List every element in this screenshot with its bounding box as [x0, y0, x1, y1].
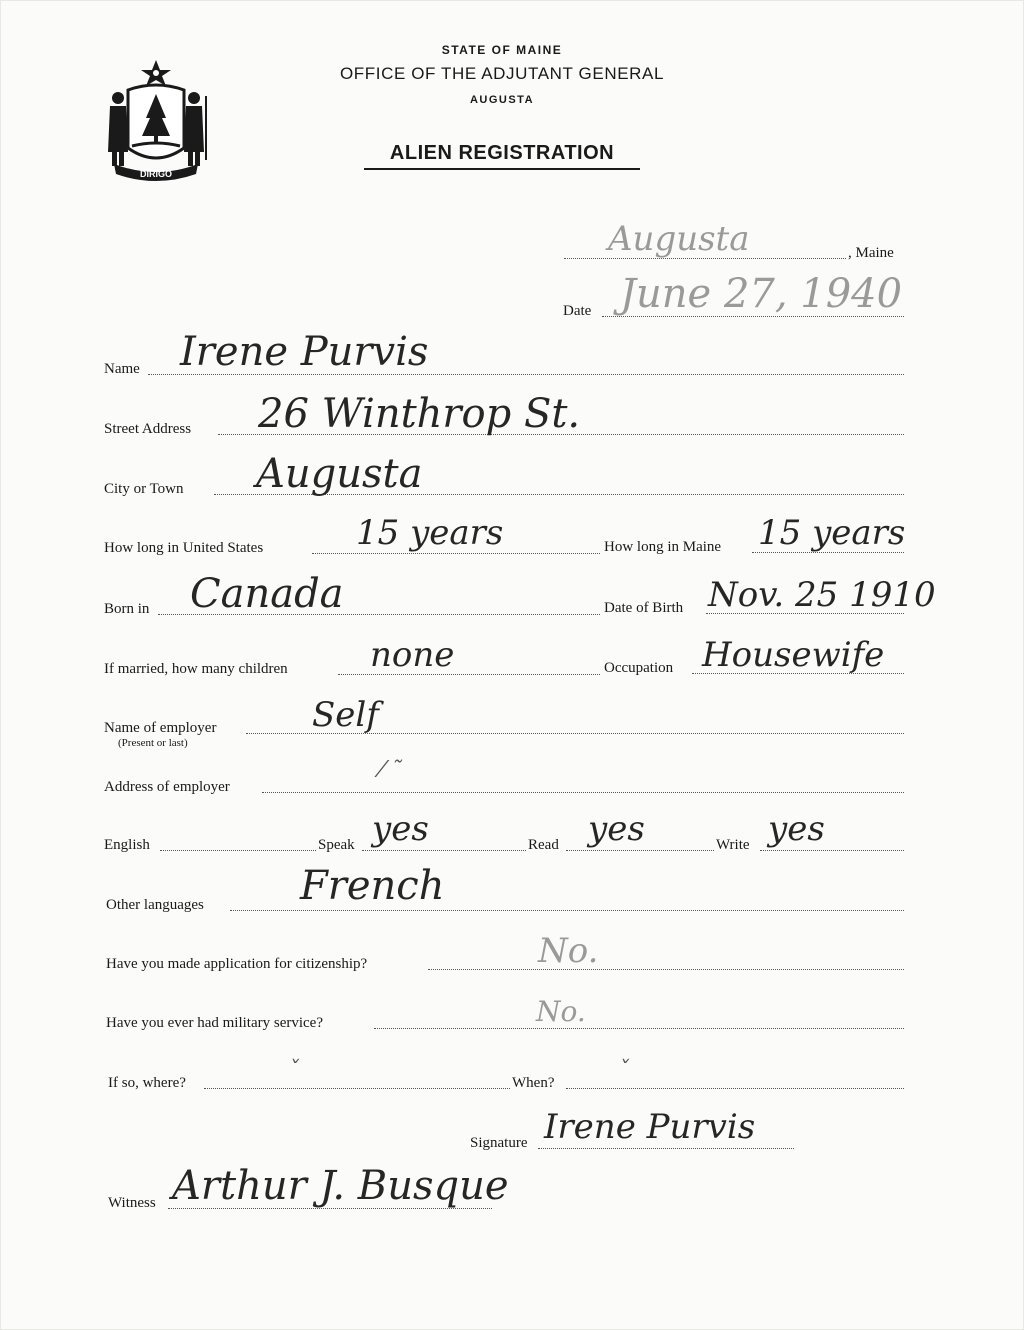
where-line	[204, 1088, 510, 1089]
english-label: English	[104, 837, 150, 853]
how-long-us-label: How long in United States	[104, 540, 264, 556]
write-label: Write	[716, 837, 750, 853]
english-line	[160, 850, 316, 851]
speak-line	[362, 850, 526, 851]
read-line	[566, 850, 714, 851]
maine-label: , Maine	[848, 245, 894, 261]
city-value: Augusta	[256, 451, 423, 497]
when-line	[566, 1088, 904, 1089]
other-languages-label: Other languages	[106, 897, 204, 913]
speak-value: yes	[372, 809, 429, 849]
write-value: yes	[768, 809, 825, 849]
citizenship-value: No.	[538, 931, 599, 971]
name-label: Name	[104, 361, 140, 377]
date-value: June 27, 1940	[620, 271, 903, 317]
when-dash-icon: ˇ	[618, 1058, 629, 1083]
date-of-birth-value: Nov. 25 1910	[708, 575, 936, 615]
witness-value: Arthur J. Busque	[172, 1163, 509, 1209]
employer-note: (Present or last)	[118, 737, 188, 749]
office-heading: OFFICE OF THE ADJUTANT GENERAL	[339, 64, 665, 83]
employer-label: Name of employer	[104, 720, 217, 736]
how-long-us-line	[312, 553, 600, 554]
read-value: yes	[588, 809, 645, 849]
other-languages-value: French	[300, 863, 445, 909]
how-long-us-value: 15 years	[356, 513, 504, 553]
how-long-maine-value: 15 years	[758, 513, 906, 553]
city-label: City or Town	[104, 481, 184, 497]
speak-label: Speak	[318, 837, 355, 853]
write-line	[760, 850, 904, 851]
date-label: Date	[563, 303, 592, 319]
where-label: If so, where?	[108, 1075, 186, 1091]
military-value: No.	[536, 995, 586, 1028]
employer-value: Self	[312, 695, 379, 735]
children-label: If married, how many children	[104, 661, 288, 677]
read-label: Read	[528, 837, 559, 853]
how-long-maine-label: How long in Maine	[604, 539, 722, 555]
svg-text:DIRIGO: DIRIGO	[139, 169, 173, 179]
signature-value: Irene Purvis	[544, 1107, 756, 1147]
form-title: ALIEN REGISTRATION	[389, 142, 615, 164]
citizenship-label: Have you made application for citizenship?	[106, 956, 368, 972]
signature-line	[538, 1148, 794, 1149]
military-label: Have you ever had military service?	[106, 1015, 323, 1031]
where-dash-icon: ˇ	[288, 1058, 299, 1083]
when-label: When?	[512, 1075, 555, 1091]
occupation-label: Occupation	[604, 660, 674, 676]
name-value: Irene Purvis	[180, 329, 429, 375]
children-value: none	[370, 635, 455, 675]
occupation-value: Housewife	[702, 635, 885, 675]
place-value: Augusta	[608, 219, 750, 259]
employer-address-label: Address of employer	[104, 779, 230, 795]
date-of-birth-label: Date of Birth	[604, 600, 684, 616]
title-underline	[364, 168, 640, 170]
employer-address-line	[262, 792, 904, 793]
other-languages-line	[230, 910, 904, 911]
street-address-value: 26 Winthrop St.	[258, 391, 581, 437]
state-heading: STATE OF MAINE	[441, 43, 563, 57]
citizenship-line	[428, 969, 904, 970]
maine-state-seal-icon	[100, 56, 212, 184]
employer-address-dash-icon: ⁄ ˜	[380, 758, 402, 783]
born-in-label: Born in	[104, 601, 150, 617]
born-in-value: Canada	[190, 571, 344, 617]
street-address-label: Street Address	[104, 421, 192, 437]
military-line	[374, 1028, 904, 1029]
witness-label: Witness	[108, 1195, 156, 1211]
signature-label: Signature	[470, 1135, 528, 1151]
city-heading: AUGUSTA	[469, 94, 535, 106]
